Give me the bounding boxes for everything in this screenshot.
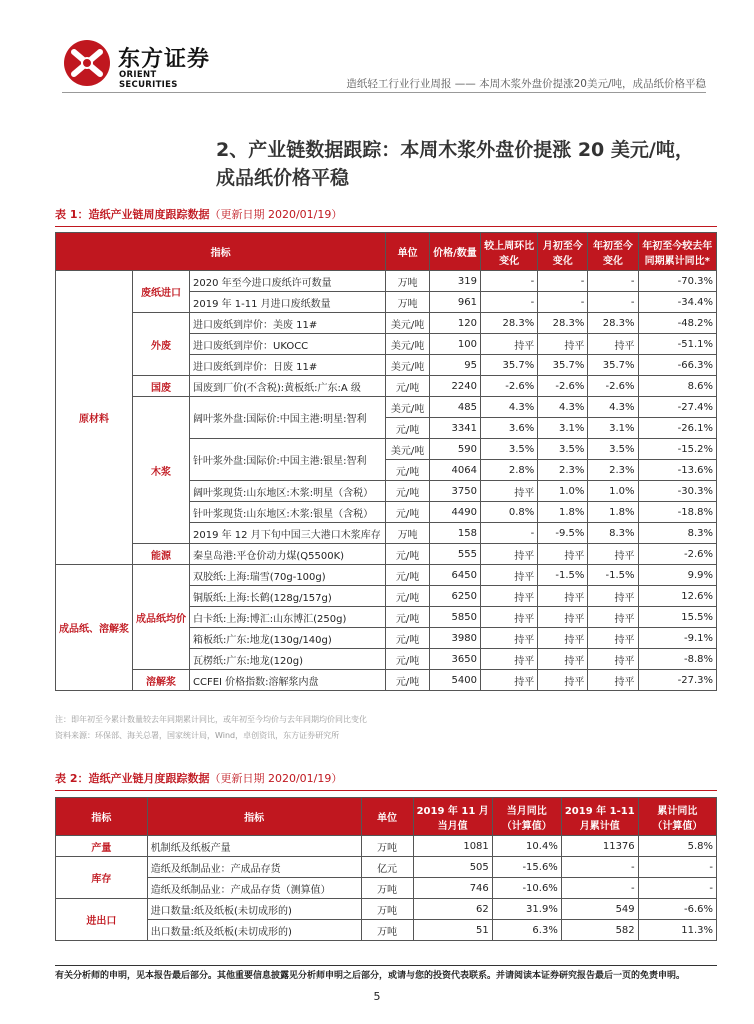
mtd-cell: -1.5% — [538, 565, 588, 586]
mtd-cell: 持平 — [538, 544, 588, 565]
month-yoy-cell: 31.9% — [492, 899, 561, 920]
subgroup-label: 国废 — [133, 376, 190, 397]
unit-cell: 万吨 — [361, 878, 413, 899]
table2-title-text: 表 2：造纸产业链月度跟踪数据 — [55, 772, 210, 785]
yoy-cell: -2.6% — [638, 544, 716, 565]
table1-rule — [55, 226, 717, 227]
group-trade: 进出口 — [56, 899, 148, 941]
ytd-cell: 持平 — [588, 670, 638, 691]
table-row — [56, 899, 717, 920]
mtd-cell: 4.3% — [538, 397, 588, 418]
yoy-cell: -48.2% — [638, 313, 716, 334]
value-cell: 158 — [429, 523, 480, 544]
table1-header-mtd — [538, 233, 588, 271]
unit-cell: 元/吨 — [386, 649, 430, 670]
footer-divider — [55, 965, 717, 966]
indicator-name: 瓦楞纸:广东:地龙(120g) — [190, 649, 386, 670]
ytd-cell: -1.5% — [588, 565, 638, 586]
ytd-cell: 3.1% — [588, 418, 638, 439]
table-row — [56, 544, 717, 565]
indicator-name: 箱板纸:广东:地龙(130g/140g) — [190, 628, 386, 649]
table2 — [55, 797, 717, 941]
table2-header-row — [56, 798, 717, 836]
month-yoy-cell: -15.6% — [492, 857, 561, 878]
table-row — [56, 670, 717, 691]
mtd-cell: 35.7% — [538, 355, 588, 376]
cumulative-yoy-cell: - — [638, 878, 716, 899]
hdr-line: 年初至今较去年 — [642, 240, 713, 252]
value-cell: 319 — [429, 271, 480, 292]
table1-header-ytdyoy — [638, 233, 716, 271]
table-row — [56, 397, 717, 418]
value-cell: 6250 — [429, 586, 480, 607]
table1-header-unit: 单位 — [386, 233, 430, 271]
value-cell: 590 — [429, 439, 480, 460]
yoy-cell: -18.8% — [638, 502, 716, 523]
running-header — [346, 76, 706, 91]
value-cell: 5850 — [429, 607, 480, 628]
yoy-cell: -13.6% — [638, 460, 716, 481]
wow-cell: 28.3% — [480, 313, 537, 334]
indicator-name: 双胶纸:上海:瑞雪(70g-100g) — [190, 565, 386, 586]
group-inventory: 库存 — [56, 857, 148, 899]
hdr-line: 月初至今 — [542, 240, 583, 252]
table1 — [55, 232, 717, 691]
table1-header-wow — [480, 233, 537, 271]
wow-cell: 4.3% — [480, 397, 537, 418]
orient-logo-icon — [62, 38, 112, 88]
indicator-name: 进口废纸到岸价：美废 11# — [190, 313, 386, 334]
wow-cell: 持平 — [480, 670, 537, 691]
table2-header-unit: 单位 — [361, 798, 413, 836]
hdr-line: 较上周环比 — [484, 240, 535, 252]
header-divider — [62, 92, 706, 93]
indicator-name: 国废到厂价(不含税):黄板纸:广东:A 级 — [190, 376, 386, 397]
mtd-cell: 持平 — [538, 607, 588, 628]
table1-header-ytd — [588, 233, 638, 271]
group-output: 产量 — [56, 836, 148, 857]
value-cell: 3650 — [429, 649, 480, 670]
month-yoy-cell: -10.6% — [492, 878, 561, 899]
mtd-cell: 1.0% — [538, 481, 588, 502]
logo-chinese-name: 东方证券 — [118, 47, 211, 72]
indicator-name: 进口废纸到岸价：日废 11# — [190, 355, 386, 376]
value-cell: 4064 — [429, 460, 480, 481]
table-row — [56, 878, 717, 899]
indicator-name: 阔叶浆外盘:国际价:中国主港:明星:智利 — [190, 397, 386, 439]
table1-title — [55, 206, 342, 222]
table1-header-indicator: 指标 — [56, 233, 386, 271]
hdr-line: 变化 — [602, 255, 623, 267]
unit-cell: 元/吨 — [386, 565, 430, 586]
hdr-line: 同期累计同比* — [644, 255, 710, 267]
value-cell: 5400 — [429, 670, 480, 691]
yoy-cell: 8.6% — [638, 376, 716, 397]
ytd-cell: 持平 — [588, 607, 638, 628]
indicator-name: 2019 年 12 月下旬中国三大港口木浆库存 — [190, 523, 386, 544]
yoy-cell: -30.3% — [638, 481, 716, 502]
indicator-name: 白卡纸:上海:博汇:山东博汇(250g) — [190, 607, 386, 628]
indicator-name: 2019 年 1-11 月进口废纸数量 — [190, 292, 386, 313]
mtd-cell: 持平 — [538, 334, 588, 355]
wow-cell: 2.8% — [480, 460, 537, 481]
ytd-cell: - — [588, 292, 638, 313]
table-row — [56, 376, 717, 397]
subgroup-label: 木浆 — [133, 397, 190, 544]
group-raw-materials: 原材料 — [56, 271, 133, 565]
indicator-name: 秦皇岛港:平仓价动力煤(Q5500K) — [190, 544, 386, 565]
table2-body — [56, 836, 717, 941]
subgroup-label: 能源 — [133, 544, 190, 565]
table2-header-cum — [561, 798, 638, 836]
ytd-cell: 3.5% — [588, 439, 638, 460]
table2-header-cat: 指标 — [56, 798, 148, 836]
mtd-cell: 持平 — [538, 628, 588, 649]
hdr-line: 累计同比 — [657, 805, 698, 817]
header-separator: —— — [454, 78, 476, 90]
hdr-line: （计算值） — [501, 820, 552, 832]
mtd-cell: 28.3% — [538, 313, 588, 334]
unit-cell: 万吨 — [386, 292, 430, 313]
wow-cell: 35.7% — [480, 355, 537, 376]
value-cell: 100 — [429, 334, 480, 355]
unit-cell: 美元/吨 — [386, 313, 430, 334]
unit-cell: 万吨 — [386, 523, 430, 544]
unit-cell: 万吨 — [361, 836, 413, 857]
table-row — [56, 836, 717, 857]
cumulative-yoy-cell: -6.6% — [638, 899, 716, 920]
cumulative-cell: - — [561, 857, 638, 878]
wow-cell: 持平 — [480, 649, 537, 670]
indicator-name: CCFEI 价格指数:溶解浆内盘 — [190, 670, 386, 691]
unit-cell: 美元/吨 — [386, 397, 430, 418]
header-lead: 造纸轻工行业行业周报 — [346, 78, 452, 90]
table1-source: 资料来源：环保部、海关总署，国家统计局，Wind，卓创资讯，东方证券研究所 — [55, 731, 340, 740]
table1-note: 注：即年初至今累计数量较去年同期累计同比，或年初至今均价与去年同期均价同比变化 — [55, 715, 367, 724]
month-value-cell: 51 — [413, 920, 492, 941]
wow-cell: 持平 — [480, 628, 537, 649]
ytd-cell: 35.7% — [588, 355, 638, 376]
page-number: 5 — [373, 990, 381, 1003]
cumulative-cell: 549 — [561, 899, 638, 920]
unit-cell: 美元/吨 — [386, 334, 430, 355]
month-value-cell: 1081 — [413, 836, 492, 857]
yoy-cell: -9.1% — [638, 628, 716, 649]
wow-cell: - — [480, 271, 537, 292]
indicator-name: 针叶浆外盘:国际价:中国主港:银星:智利 — [190, 439, 386, 481]
mtd-cell: -9.5% — [538, 523, 588, 544]
ytd-cell: 持平 — [588, 334, 638, 355]
yoy-cell: 9.9% — [638, 565, 716, 586]
wow-cell: 持平 — [480, 544, 537, 565]
yoy-cell: -27.3% — [638, 670, 716, 691]
table2-header-indicator: 指标 — [147, 798, 361, 836]
logo-english-name: ORIENT SECURITIES — [119, 70, 178, 90]
yoy-cell: -66.3% — [638, 355, 716, 376]
ytd-cell: 2.3% — [588, 460, 638, 481]
table-row — [56, 271, 717, 292]
mtd-cell: 持平 — [538, 586, 588, 607]
hdr-line: 变化 — [499, 255, 520, 267]
subgroup-label: 外废 — [133, 313, 190, 376]
company-logo — [62, 38, 217, 88]
mtd-cell: 持平 — [538, 649, 588, 670]
unit-cell: 元/吨 — [386, 460, 430, 481]
mtd-cell: 3.1% — [538, 418, 588, 439]
table1-body — [56, 271, 717, 691]
mtd-cell: - — [538, 271, 588, 292]
wow-cell: 持平 — [480, 607, 537, 628]
hdr-line: 2019 年 11 月 — [416, 805, 489, 817]
mtd-cell: 3.5% — [538, 439, 588, 460]
indicator-name: 造纸及纸制品业：产成品存货（测算值） — [147, 878, 361, 899]
mtd-cell: 2.3% — [538, 460, 588, 481]
indicator-name: 进口数量:纸及纸板(未切成形的) — [147, 899, 361, 920]
month-yoy-cell: 10.4% — [492, 836, 561, 857]
table2-title — [55, 770, 342, 786]
cumulative-cell: 11376 — [561, 836, 638, 857]
ytd-cell: 28.3% — [588, 313, 638, 334]
header-subtitle: 本周木浆外盘价提涨20美元/吨，成品纸价格平稳 — [479, 78, 706, 90]
month-yoy-cell: 6.3% — [492, 920, 561, 941]
hdr-line: 月累计值 — [579, 820, 620, 832]
hdr-line: 变化 — [552, 255, 573, 267]
indicator-name: 针叶浆现货:山东地区:木浆:银星（含税） — [190, 502, 386, 523]
wow-cell: 持平 — [480, 481, 537, 502]
cumulative-yoy-cell: 5.8% — [638, 836, 716, 857]
month-value-cell: 505 — [413, 857, 492, 878]
indicator-name: 出口数量:纸及纸板(未切成形的) — [147, 920, 361, 941]
ytd-cell: 持平 — [588, 586, 638, 607]
value-cell: 3750 — [429, 481, 480, 502]
yoy-cell: -34.4% — [638, 292, 716, 313]
mtd-cell: 1.8% — [538, 502, 588, 523]
unit-cell: 亿元 — [361, 857, 413, 878]
section-title: 2、产业链数据跟踪：本周木浆外盘价提涨 20 美元/吨，成品纸价格平稳 — [216, 139, 694, 189]
footer-disclaimer: 有关分析师的申明，见本报告最后部分。其他重要信息披露见分析师申明之后部分，或请与您的投资代表联系。并请阅读本证券研究报告最后一页的免责申明。 — [55, 971, 686, 981]
unit-cell: 元/吨 — [386, 586, 430, 607]
ytd-cell: 8.3% — [588, 523, 638, 544]
table2-date: （更新日期 2020/01/19） — [209, 772, 343, 785]
month-value-cell: 62 — [413, 899, 492, 920]
hdr-line: 2019 年 1-11 — [564, 805, 635, 817]
unit-cell: 元/吨 — [386, 481, 430, 502]
cumulative-cell: - — [561, 878, 638, 899]
table1-date: （更新日期 2020/01/19） — [209, 208, 343, 221]
subgroup-label: 成品纸均价 — [133, 565, 190, 670]
indicator-name: 机制纸及纸板产量 — [147, 836, 361, 857]
mtd-cell: 持平 — [538, 670, 588, 691]
table1-header-row — [56, 233, 717, 271]
wow-cell: 持平 — [480, 565, 537, 586]
group-paper-dissolving: 成品纸、溶解浆 — [56, 565, 133, 691]
table-row — [56, 920, 717, 941]
indicator-name: 进口废纸到岸价：UKOCC — [190, 334, 386, 355]
unit-cell: 元/吨 — [386, 502, 430, 523]
month-value-cell: 746 — [413, 878, 492, 899]
unit-cell: 万吨 — [361, 899, 413, 920]
cumulative-yoy-cell: 11.3% — [638, 920, 716, 941]
ytd-cell: 4.3% — [588, 397, 638, 418]
indicator-name: 阔叶浆现货:山东地区:木浆:明星（含税） — [190, 481, 386, 502]
unit-cell: 元/吨 — [386, 607, 430, 628]
table2-header-mom — [492, 798, 561, 836]
subgroup-label: 废纸进口 — [133, 271, 190, 313]
value-cell: 120 — [429, 313, 480, 334]
mtd-cell: -2.6% — [538, 376, 588, 397]
subgroup-label: 溶解浆 — [133, 670, 190, 691]
unit-cell: 元/吨 — [386, 376, 430, 397]
table2-header-month — [413, 798, 492, 836]
yoy-cell: -27.4% — [638, 397, 716, 418]
table2-header-cumyoy — [638, 798, 716, 836]
mtd-cell: - — [538, 292, 588, 313]
hdr-line: 当月值 — [437, 820, 468, 832]
indicator-name: 造纸及纸制品业：产成品存货 — [147, 857, 361, 878]
ytd-cell: 1.8% — [588, 502, 638, 523]
wow-cell: 0.8% — [480, 502, 537, 523]
unit-cell: 元/吨 — [386, 544, 430, 565]
unit-cell: 万吨 — [361, 920, 413, 941]
table-row — [56, 565, 717, 586]
ytd-cell: 1.0% — [588, 481, 638, 502]
unit-cell: 元/吨 — [386, 670, 430, 691]
yoy-cell: 8.3% — [638, 523, 716, 544]
wow-cell: 持平 — [480, 586, 537, 607]
hdr-line: 当月同比 — [506, 805, 547, 817]
value-cell: 485 — [429, 397, 480, 418]
table-row — [56, 857, 717, 878]
hdr-line: 年初至今 — [592, 240, 633, 252]
indicator-name: 2020 年至今进口废纸许可数量 — [190, 271, 386, 292]
value-cell: 4490 — [429, 502, 480, 523]
wow-cell: - — [480, 523, 537, 544]
table1-title-text: 表 1：造纸产业链周度跟踪数据 — [55, 208, 210, 221]
unit-cell: 万吨 — [386, 271, 430, 292]
value-cell: 961 — [429, 292, 480, 313]
table-row — [56, 313, 717, 334]
value-cell: 555 — [429, 544, 480, 565]
value-cell: 3980 — [429, 628, 480, 649]
yoy-cell: 12.6% — [638, 586, 716, 607]
wow-cell: 持平 — [480, 334, 537, 355]
indicator-name: 铜版纸:上海:长鹤(128g/157g) — [190, 586, 386, 607]
yoy-cell: -26.1% — [638, 418, 716, 439]
yoy-cell: -15.2% — [638, 439, 716, 460]
yoy-cell: 15.5% — [638, 607, 716, 628]
ytd-cell: -2.6% — [588, 376, 638, 397]
yoy-cell: -70.3% — [638, 271, 716, 292]
ytd-cell: 持平 — [588, 628, 638, 649]
table2-rule — [55, 790, 717, 791]
wow-cell: 3.5% — [480, 439, 537, 460]
unit-cell: 美元/吨 — [386, 355, 430, 376]
unit-cell: 美元/吨 — [386, 439, 430, 460]
value-cell: 2240 — [429, 376, 480, 397]
value-cell: 3341 — [429, 418, 480, 439]
unit-cell: 元/吨 — [386, 418, 430, 439]
wow-cell: - — [480, 292, 537, 313]
value-cell: 6450 — [429, 565, 480, 586]
wow-cell: -2.6% — [480, 376, 537, 397]
ytd-cell: - — [588, 271, 638, 292]
table1-header-price: 价格/数量 — [429, 233, 480, 271]
ytd-cell: 持平 — [588, 544, 638, 565]
ytd-cell: 持平 — [588, 649, 638, 670]
yoy-cell: -8.8% — [638, 649, 716, 670]
cumulative-yoy-cell: - — [638, 857, 716, 878]
yoy-cell: -51.1% — [638, 334, 716, 355]
hdr-line: （计算值） — [652, 820, 703, 832]
unit-cell: 元/吨 — [386, 628, 430, 649]
wow-cell: 3.6% — [480, 418, 537, 439]
value-cell: 95 — [429, 355, 480, 376]
cumulative-cell: 582 — [561, 920, 638, 941]
